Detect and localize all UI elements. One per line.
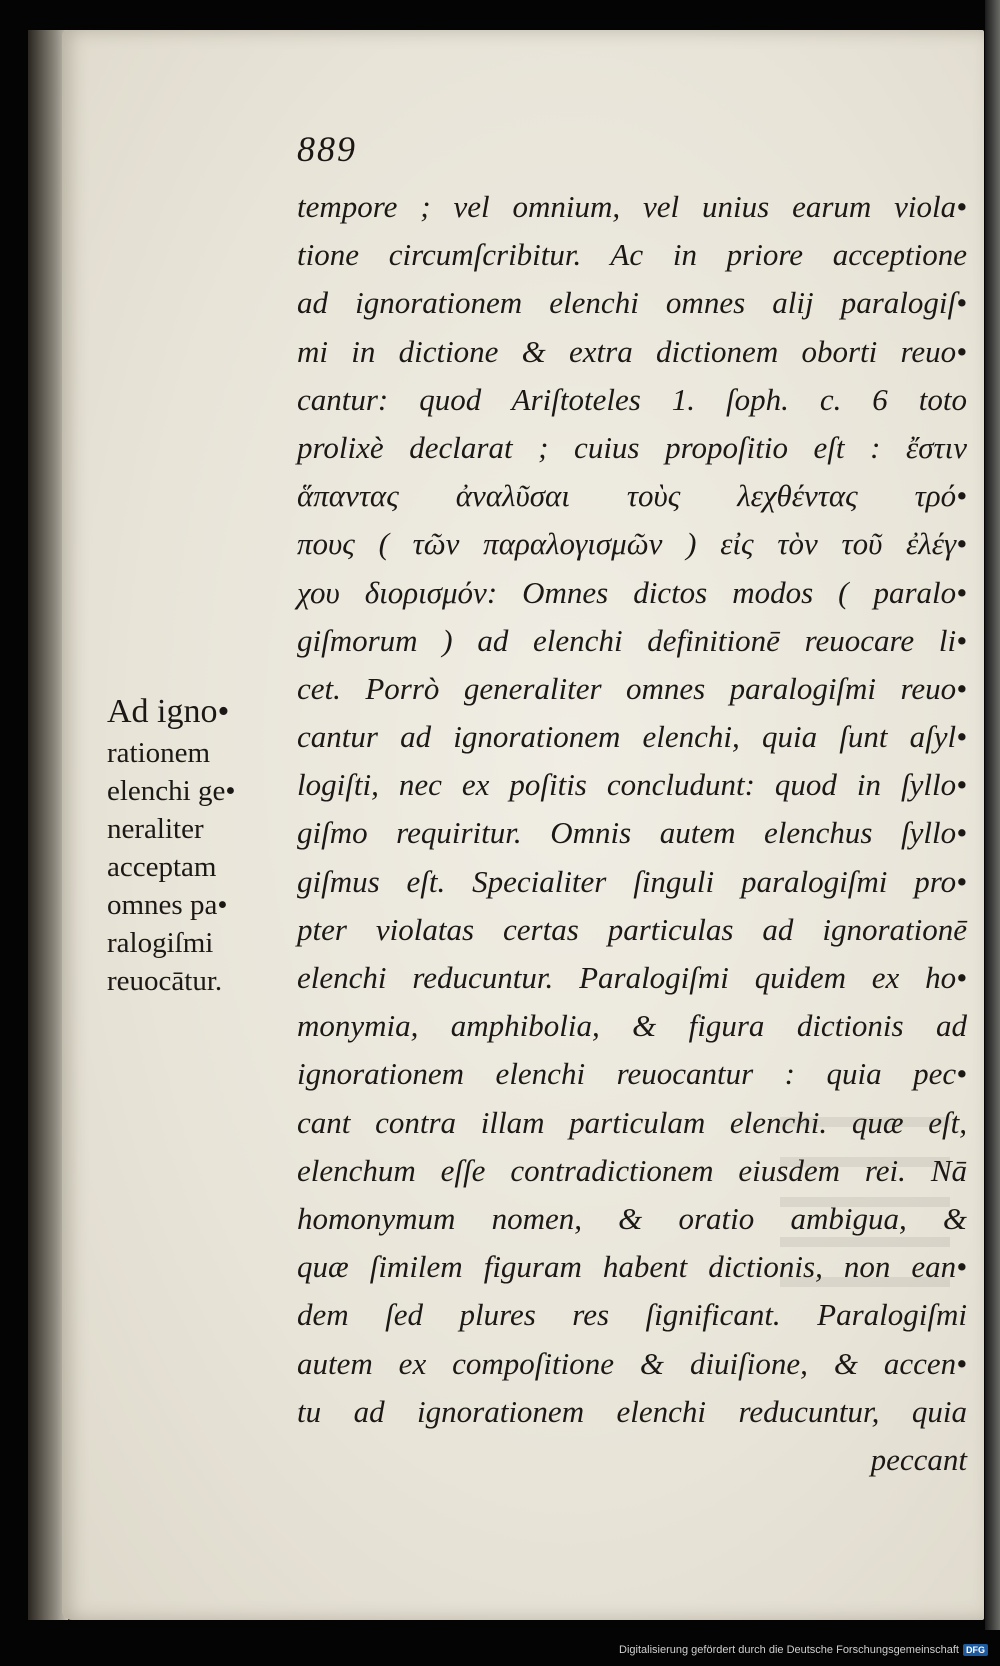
marginal-note-line: ralogiſmi (107, 927, 214, 959)
text-line: mi in dictione & extra dictionem oborti reuo• (297, 333, 967, 369)
page-number: 889 (297, 129, 357, 169)
text-line: tu ad ignorationem elenchi reducuntur, quia (297, 1393, 967, 1429)
marginal-note-line: neraliter (107, 813, 204, 845)
text-line: giſmo requiritur. Omnis autem elenchus ſyllo• (297, 815, 967, 851)
text-line: ignorationem elenchi reuocantur : quia pec• (297, 1056, 967, 1092)
text-line: monymia, amphibolia, & figura dictionis ad (297, 1008, 967, 1044)
main-text-block (297, 183, 967, 1484)
digitization-credit (619, 1644, 988, 1656)
dfg-logo: DFG (963, 1644, 988, 1656)
next-page-edge (985, 0, 1000, 1630)
marginal-note-line: elenchi ge• (107, 775, 236, 807)
text-line: χου διορισμόν: Omnes dictos modos ( paralo• (297, 574, 967, 610)
text-line: autem ex compoſitione & diuiſione, & accen• (297, 1345, 967, 1381)
marginal-note-line: Ad igno• (107, 693, 230, 730)
text-line: cet. Porrò generaliter omnes paralogiſmi reuo• (297, 670, 967, 706)
text-line: homonymum nomen, & oratio ambigua, & (297, 1200, 967, 1236)
text-line: tione circumſcribitur. Ac in priore acceptione (297, 237, 967, 273)
marginal-note-line: rationem (107, 737, 211, 769)
greek-text-line: ἅπαντας ἀναλῦσαι τοὺς λεχθέντας τρό• (297, 478, 967, 514)
text-line: cant contra illam particulam elenchi. quæ eſt, (297, 1104, 967, 1140)
text-line: elenchi reducuntur. Paralogiſmi quidem ex ho• (297, 960, 967, 995)
text-line: cantur: quod Ariſtoteles 1. ſoph. c. 6 toto (297, 381, 967, 417)
marginal-note-line: acceptam (107, 851, 217, 883)
text-line: pter violatas certas particulas ad ignorationē (297, 911, 967, 947)
marginal-note-line: reuocātur. (107, 965, 223, 997)
text-line: logiſti, nec ex poſitis concludunt: quod in ſyllo• (297, 767, 967, 803)
greek-text-line: πους ( τῶν παραλογισμῶν ) εἰς τὸν τοῦ ἐλέγ• (297, 526, 967, 562)
marginal-note (107, 690, 287, 1000)
text-line: giſmorum ) ad elenchi definitionē reuocare li• (297, 622, 967, 658)
text-line: giſmus eſt. Specialiter ſinguli paralogiſmi pro• (297, 863, 967, 899)
text-line: elenchum eſſe contradictionem eiusdem rei. Nā (297, 1152, 967, 1188)
text-line: ad ignorationem elenchi omnes alij paralogiſ• (297, 285, 967, 321)
text-line: cantur ad ignorationem elenchi, quia ſunt aſyl• (297, 719, 967, 755)
catchword: peccant (870, 1441, 967, 1477)
credit-text: Digitalisierung gefördert durch die Deutsche Forschungsgemeinschaft (619, 1644, 959, 1656)
marginal-note-line: omnes pa• (107, 889, 228, 921)
text-line: tempore ; vel omnium, vel unius earum viola• (297, 189, 967, 224)
text-line: dem ſed plures res ſignificant. Paralogiſmi (297, 1297, 967, 1333)
text-line: quæ ſimilem figuram habent dictionis, non ean• (297, 1249, 967, 1285)
text-line: prolixè declarat ; cuius propoſitio eſt : ἔστιν (297, 429, 967, 465)
